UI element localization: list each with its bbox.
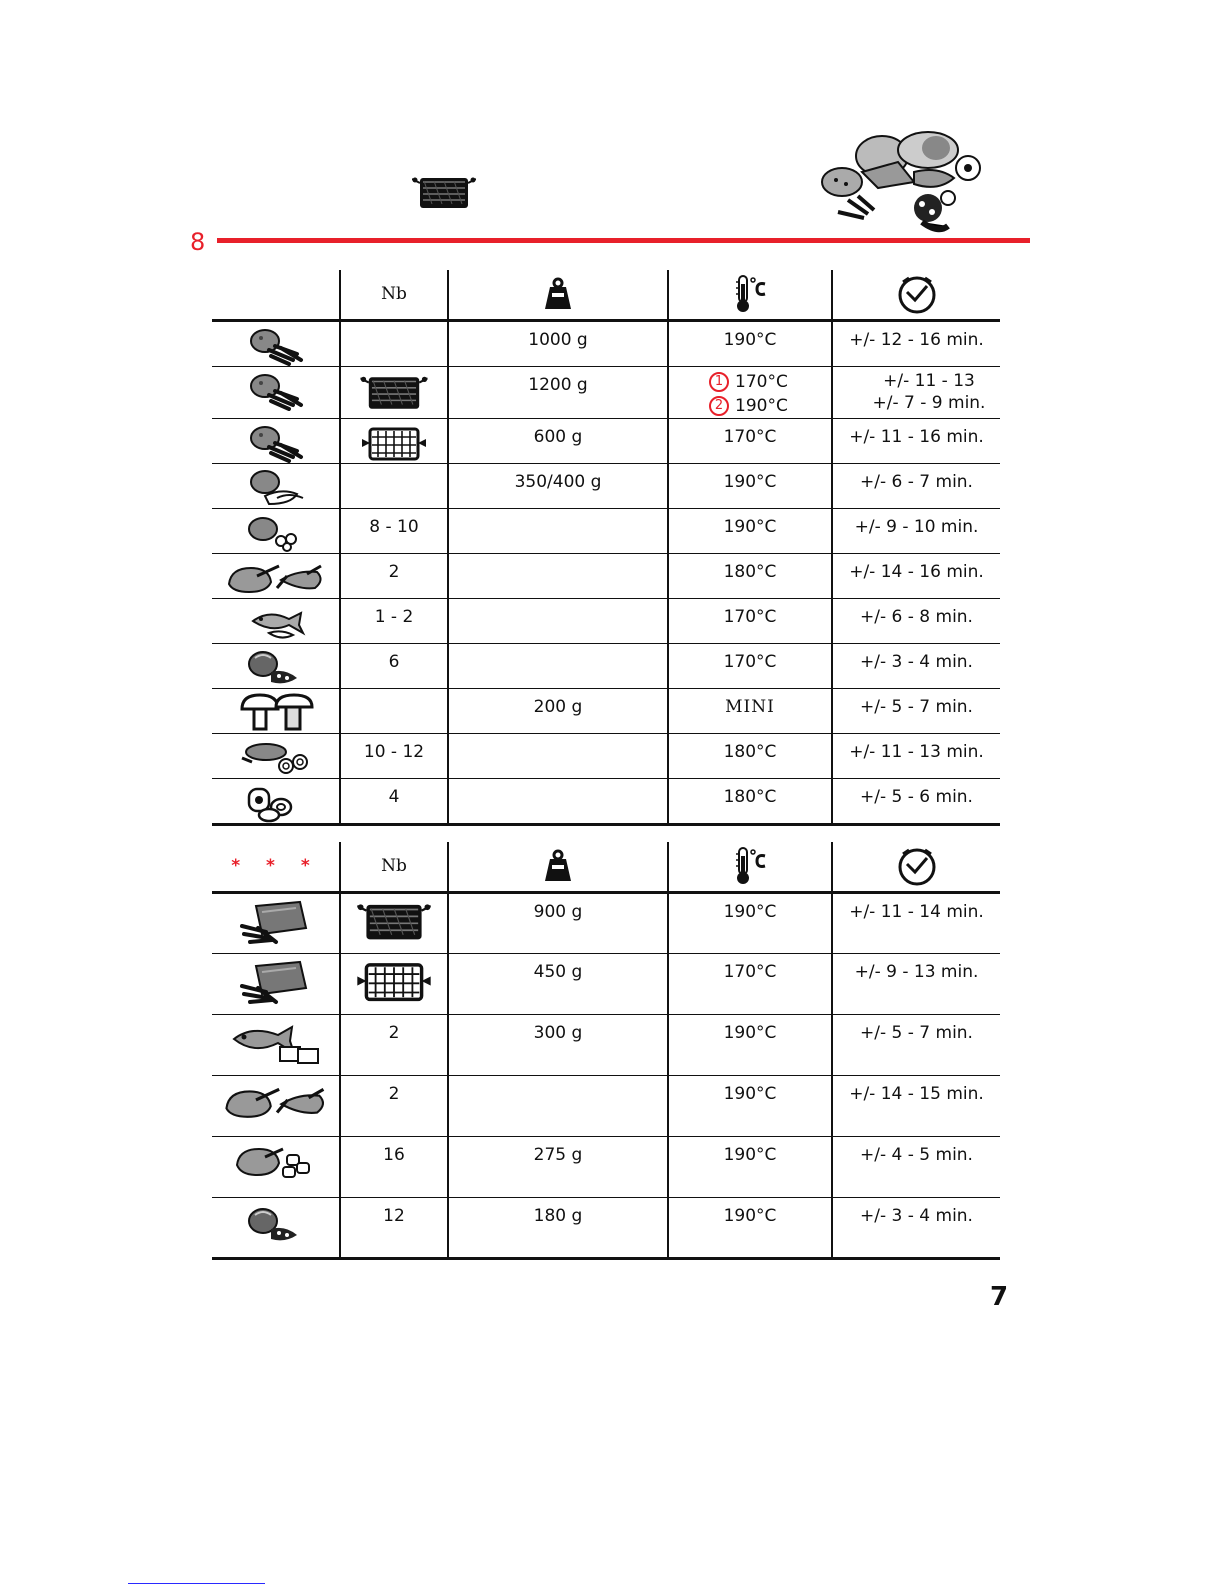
weight-cell: 350/400 g bbox=[448, 463, 668, 508]
section-divider bbox=[217, 238, 1030, 243]
nb-header: Nb bbox=[340, 842, 448, 892]
weight-icon bbox=[543, 277, 573, 311]
page-number: 7 bbox=[990, 1282, 1009, 1312]
table-row bbox=[212, 366, 1000, 418]
weight-cell: 900 g bbox=[448, 892, 668, 953]
potato-balls-icon bbox=[241, 513, 311, 553]
timer-icon bbox=[895, 274, 939, 314]
time-cell: +/- 3 - 4 min. bbox=[832, 1197, 1000, 1258]
table-row bbox=[212, 320, 1000, 366]
nb-cell: 10 - 12 bbox=[340, 733, 448, 778]
chicken-pieces-icon bbox=[218, 1080, 334, 1124]
temp-cell: 190°C bbox=[668, 1136, 832, 1197]
temp-cell: 190°C bbox=[668, 1075, 832, 1136]
time-cell: +/- 4 - 5 min. bbox=[832, 1136, 1000, 1197]
page-link-underline bbox=[128, 1583, 265, 1584]
weight-cell bbox=[448, 508, 668, 553]
time-cell: +/- 14 - 15 min. bbox=[832, 1075, 1000, 1136]
nb-cell: 6 bbox=[340, 643, 448, 688]
food-illustration bbox=[818, 122, 986, 238]
time-cell: +/- 9 - 13 min. bbox=[832, 953, 1000, 1014]
table-row bbox=[212, 1136, 1000, 1197]
weight-cell: 200 g bbox=[448, 688, 668, 733]
chicken-pieces-icon bbox=[221, 558, 331, 598]
food-header bbox=[212, 270, 340, 320]
fries-icon bbox=[241, 371, 311, 411]
table-header bbox=[212, 842, 1000, 892]
nb-header: Nb bbox=[340, 270, 448, 320]
table-row bbox=[212, 418, 1000, 463]
time-cell: +/- 5 - 6 min. bbox=[832, 778, 1000, 824]
table-row bbox=[212, 688, 1000, 733]
croquette-icon bbox=[241, 1202, 311, 1248]
weight-cell: 450 g bbox=[448, 953, 668, 1014]
weight-cell: 180 g bbox=[448, 1197, 668, 1258]
time-cell: +/- 11 - 13 min. bbox=[832, 733, 1000, 778]
grid-basket-icon bbox=[356, 958, 432, 1004]
nb-cell: 1 - 2 bbox=[340, 598, 448, 643]
temp-cell: 170°C bbox=[668, 953, 832, 1014]
section-number: 8 bbox=[190, 228, 206, 256]
weight-cell: 1200 g bbox=[448, 366, 668, 418]
weight-cell bbox=[448, 643, 668, 688]
weight-cell bbox=[448, 553, 668, 598]
thermometer-icon bbox=[733, 274, 767, 314]
nb-cell bbox=[340, 320, 448, 366]
time-cell: +/- 11 - 14 min. bbox=[832, 892, 1000, 953]
mushroom-icon bbox=[236, 693, 316, 733]
table-header bbox=[212, 270, 1000, 320]
weight-cell bbox=[448, 598, 668, 643]
weight-cell bbox=[448, 778, 668, 824]
temp-cell: 1 170°C 2 190°C bbox=[668, 366, 832, 418]
temp-cell: 190°C bbox=[668, 1014, 832, 1075]
step-2-badge: 2 bbox=[709, 396, 729, 416]
nb-cell: 4 bbox=[340, 778, 448, 824]
temp-cell: 170°C bbox=[668, 598, 832, 643]
nb-cell bbox=[340, 688, 448, 733]
fresh-food-table bbox=[212, 270, 1000, 826]
croquette-icon bbox=[241, 648, 311, 688]
frozen-fries-bag-icon bbox=[236, 898, 316, 948]
onion-rings-icon bbox=[241, 783, 311, 823]
weight-cell: 300 g bbox=[448, 1014, 668, 1075]
table-row bbox=[212, 1075, 1000, 1136]
nb-cell: 2 bbox=[340, 1014, 448, 1075]
nb-cell bbox=[340, 463, 448, 508]
table-row bbox=[212, 508, 1000, 553]
frozen-marker: * * * bbox=[212, 842, 340, 892]
time-cell: +/- 6 - 8 min. bbox=[832, 598, 1000, 643]
table-row bbox=[212, 892, 1000, 953]
step-1-badge: 1 bbox=[709, 372, 729, 392]
fries-icon bbox=[241, 423, 311, 463]
temp-cell: 190°C bbox=[668, 463, 832, 508]
temp-cell: 170°C bbox=[668, 643, 832, 688]
temp-cell: 180°C bbox=[668, 553, 832, 598]
frozen-food-table bbox=[212, 842, 1000, 1260]
time-cell: +/- 11 - 13 +/- 7 - 9 min. bbox=[832, 366, 1000, 418]
temp-cell: 180°C bbox=[668, 733, 832, 778]
time-cell: +/- 5 - 7 min. bbox=[832, 688, 1000, 733]
weight-cell: 1000 g bbox=[448, 320, 668, 366]
weight-cell bbox=[448, 733, 668, 778]
table-row bbox=[212, 1197, 1000, 1258]
fish-fillet-icon bbox=[226, 1019, 326, 1069]
time-cell: +/- 6 - 7 min. bbox=[832, 463, 1000, 508]
potato-wedges-icon bbox=[241, 468, 311, 508]
time-cell: +/- 3 - 4 min. bbox=[832, 643, 1000, 688]
weight-icon bbox=[543, 849, 573, 883]
temp-cell: 190°C bbox=[668, 508, 832, 553]
temp-cell: 180°C bbox=[668, 778, 832, 824]
temp-cell: 190°C bbox=[668, 320, 832, 366]
time-cell: +/- 14 - 16 min. bbox=[832, 553, 1000, 598]
nb-cell: 8 - 10 bbox=[340, 508, 448, 553]
fries-icon bbox=[241, 326, 311, 366]
table-row bbox=[212, 553, 1000, 598]
weight-cell bbox=[448, 1075, 668, 1136]
table-row bbox=[212, 953, 1000, 1014]
table-row bbox=[212, 778, 1000, 824]
temp-cell: 170°C bbox=[668, 418, 832, 463]
thermometer-icon bbox=[733, 846, 767, 886]
nb-cell: 2 bbox=[340, 1075, 448, 1136]
time-cell: +/- 9 - 10 min. bbox=[832, 508, 1000, 553]
weight-cell: 275 g bbox=[448, 1136, 668, 1197]
time-cell: +/- 12 - 16 min. bbox=[832, 320, 1000, 366]
nb-cell: 2 bbox=[340, 553, 448, 598]
nb-cell: 12 bbox=[340, 1197, 448, 1258]
weight-cell: 600 g bbox=[448, 418, 668, 463]
temp-cell: MINI bbox=[668, 688, 832, 733]
frozen-fries-bag-icon bbox=[236, 958, 316, 1008]
time-cell: +/- 5 - 7 min. bbox=[832, 1014, 1000, 1075]
table-row bbox=[212, 733, 1000, 778]
chicken-nuggets-icon bbox=[231, 1141, 321, 1181]
sausage-rings-icon bbox=[236, 738, 316, 778]
temp-cell: 190°C bbox=[668, 1197, 832, 1258]
table-row bbox=[212, 1014, 1000, 1075]
nb-cell: 16 bbox=[340, 1136, 448, 1197]
fryer-basket-icon bbox=[412, 172, 476, 212]
wire-basket-icon bbox=[356, 898, 432, 944]
table-row bbox=[212, 643, 1000, 688]
grid-basket-icon bbox=[359, 423, 429, 463]
fish-icon bbox=[241, 603, 311, 643]
timer-icon bbox=[895, 846, 939, 886]
wire-basket-icon bbox=[359, 371, 429, 413]
temp-cell: 190°C bbox=[668, 892, 832, 953]
table-row bbox=[212, 463, 1000, 508]
table-row bbox=[212, 598, 1000, 643]
time-cell: +/- 11 - 16 min. bbox=[832, 418, 1000, 463]
